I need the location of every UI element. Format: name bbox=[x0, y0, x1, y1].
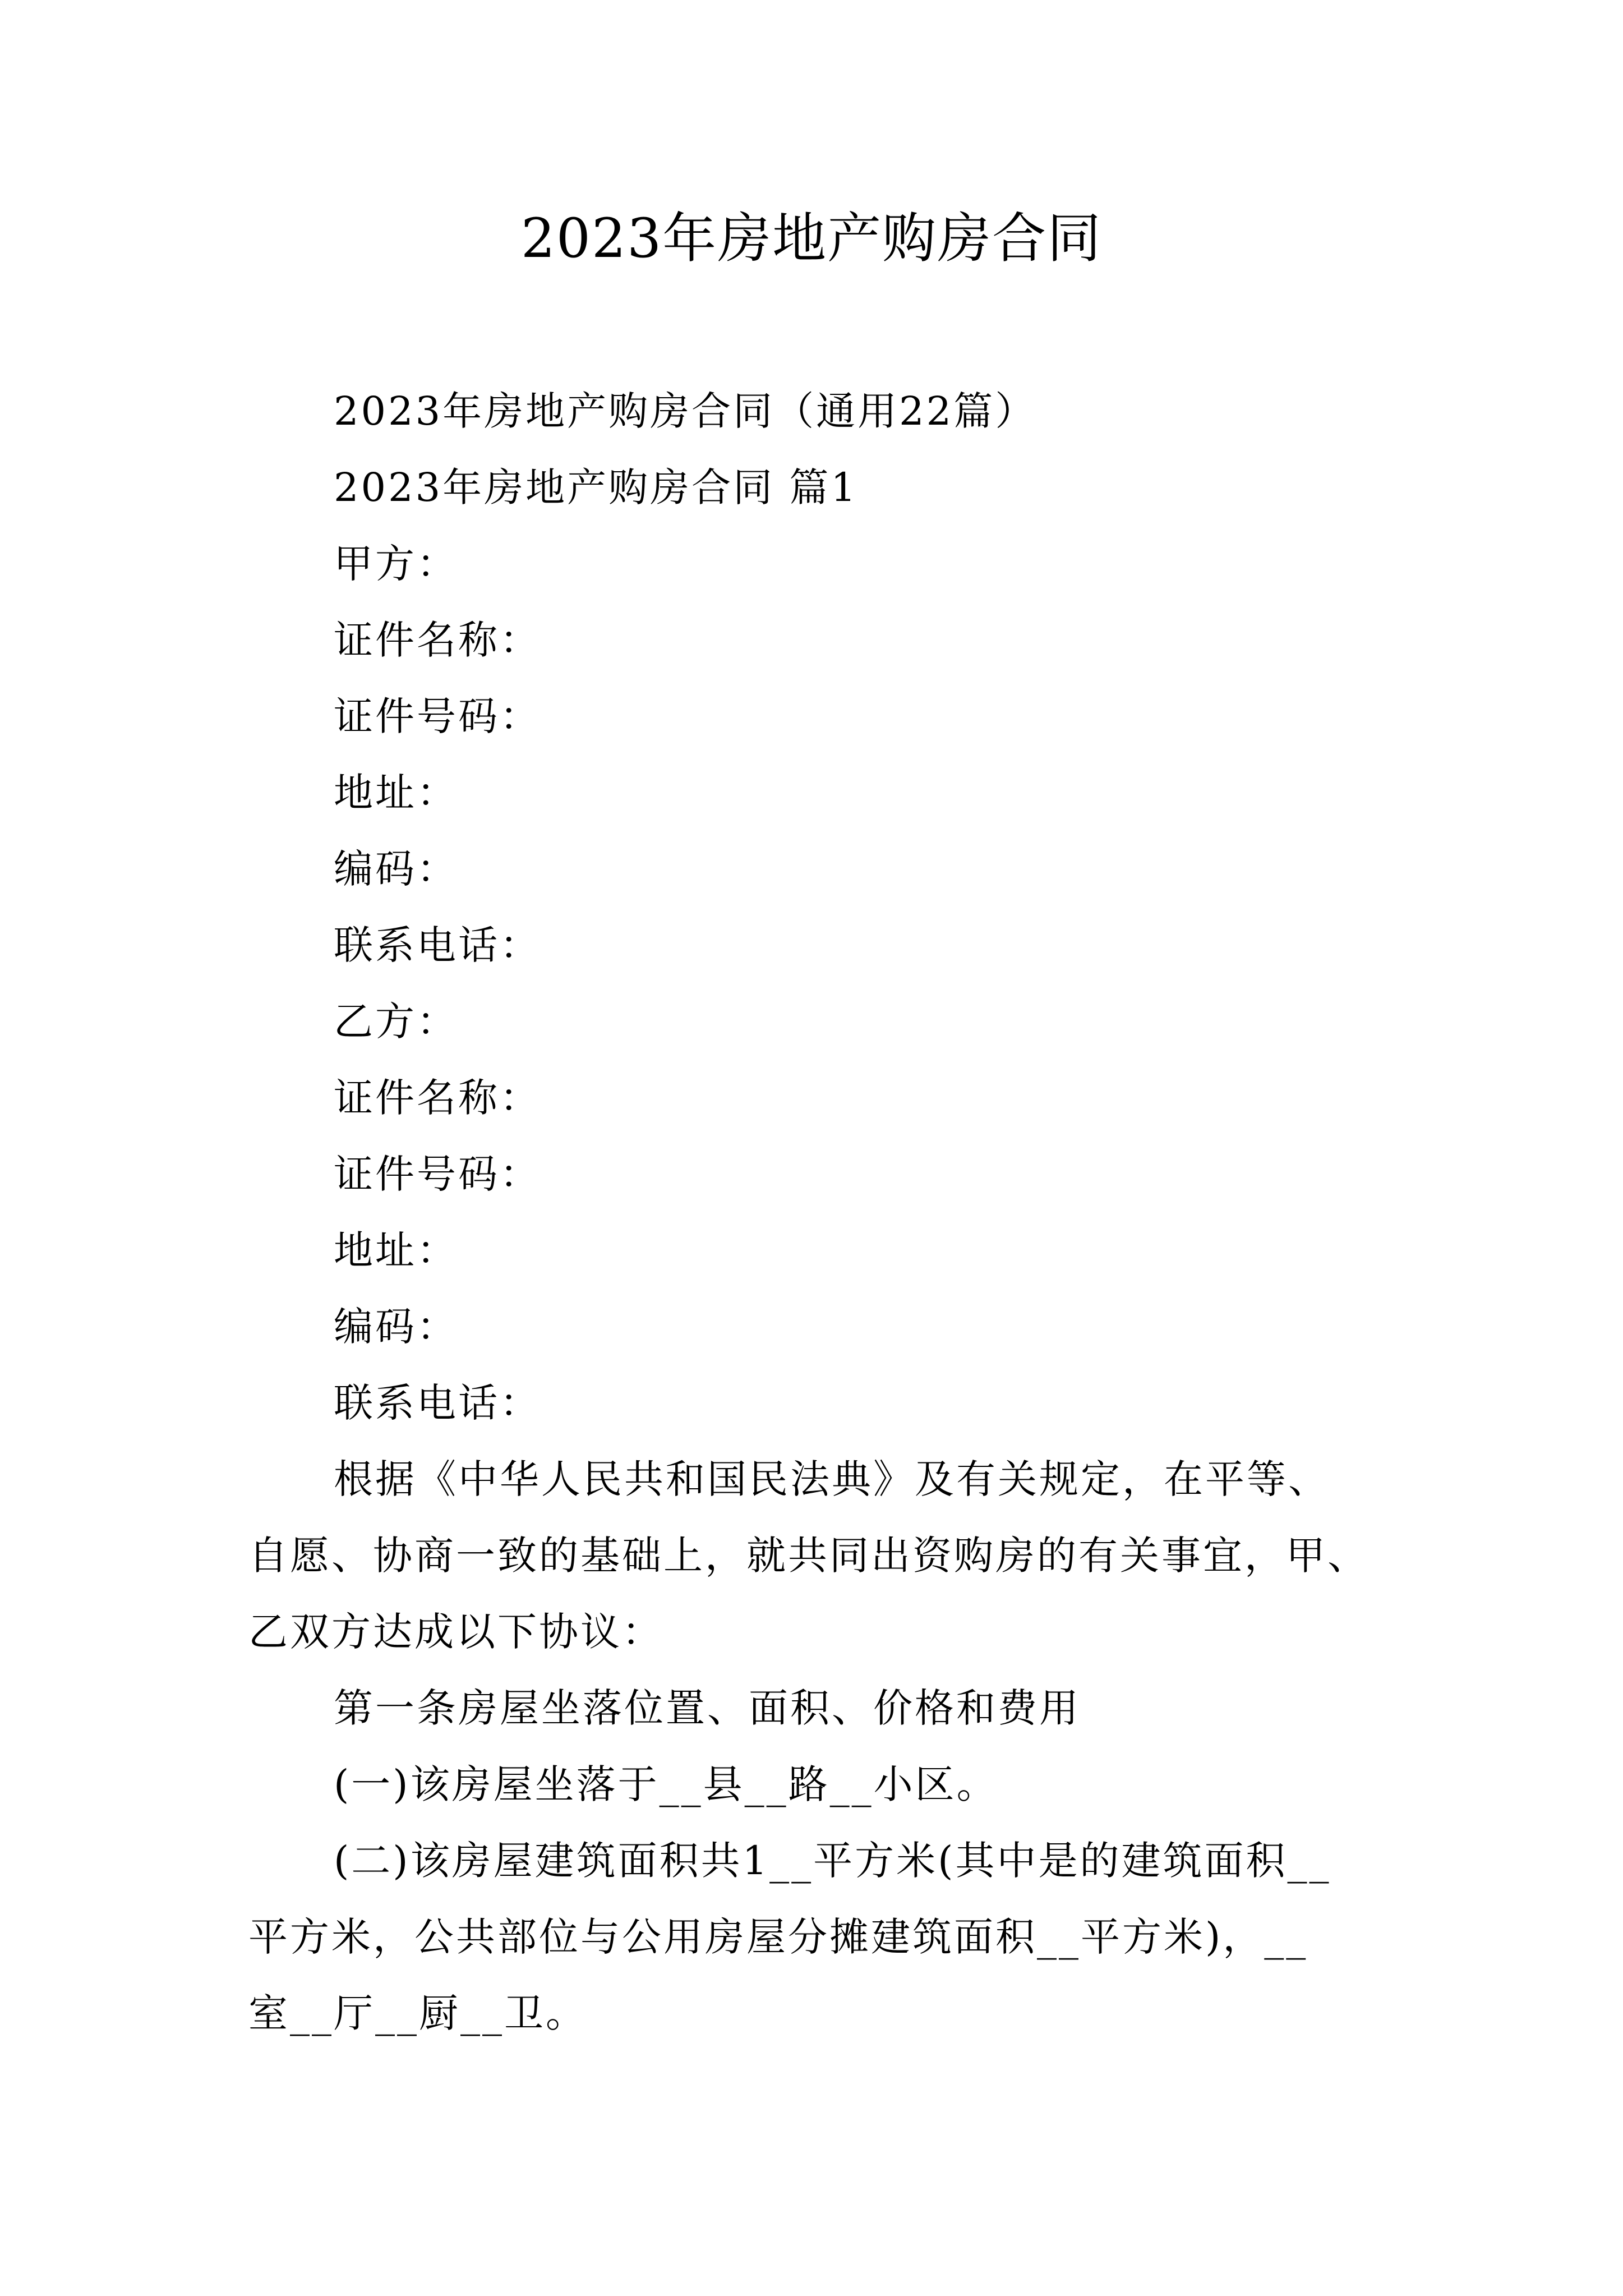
clause-2-line-3: 室__厅__厨__卫。 bbox=[248, 1990, 587, 2036]
party-a-postcode: 编码： bbox=[334, 846, 458, 892]
preamble-line-3: 乙双方达成以下协议： bbox=[248, 1609, 663, 1655]
party-b-postcode: 编码： bbox=[334, 1304, 458, 1350]
subtitle-line: 2023年房地产购房合同（通用22篇） bbox=[334, 388, 1037, 434]
document-body bbox=[248, 373, 1381, 2051]
party-b-id-number: 证件号码： bbox=[334, 1151, 541, 1197]
document-title: 2023年房地产购房合同 bbox=[520, 207, 1103, 270]
party-b-label: 乙方： bbox=[334, 999, 458, 1045]
party-b-address: 地址： bbox=[334, 1227, 458, 1273]
preamble-line-2: 自愿、协商一致的基础上，就共同出资购房的有关事宜，甲、 bbox=[248, 1533, 1369, 1579]
clause-1-line: (一)该房屋坐落于__县__路__小区。 bbox=[334, 1761, 998, 1807]
clause-2-line-1: (二)该房屋建筑面积共1__平方米(其中是的建筑面积__ bbox=[334, 1838, 1331, 1884]
party-a-address: 地址： bbox=[334, 770, 458, 816]
party-a-id-number: 证件号码： bbox=[334, 693, 541, 739]
clause-2-line-2: 平方米，公共部位与公用房屋分摊建筑面积__平方米)，__ bbox=[248, 1914, 1308, 1960]
section-heading: 2023年房地产购房合同 篇1 bbox=[334, 464, 858, 510]
party-b-id-name: 证件名称： bbox=[334, 1075, 541, 1121]
preamble-line-1: 根据《中华人民共和国民法典》及有关规定，在平等、 bbox=[334, 1456, 1330, 1502]
party-a-label: 甲方： bbox=[334, 541, 458, 587]
party-a-id-name: 证件名称： bbox=[334, 617, 541, 663]
article-one-heading: 第一条房屋坐落位置、面积、价格和费用 bbox=[334, 1685, 1081, 1731]
party-a-phone: 联系电话： bbox=[334, 922, 541, 968]
party-b-phone: 联系电话： bbox=[334, 1380, 541, 1426]
